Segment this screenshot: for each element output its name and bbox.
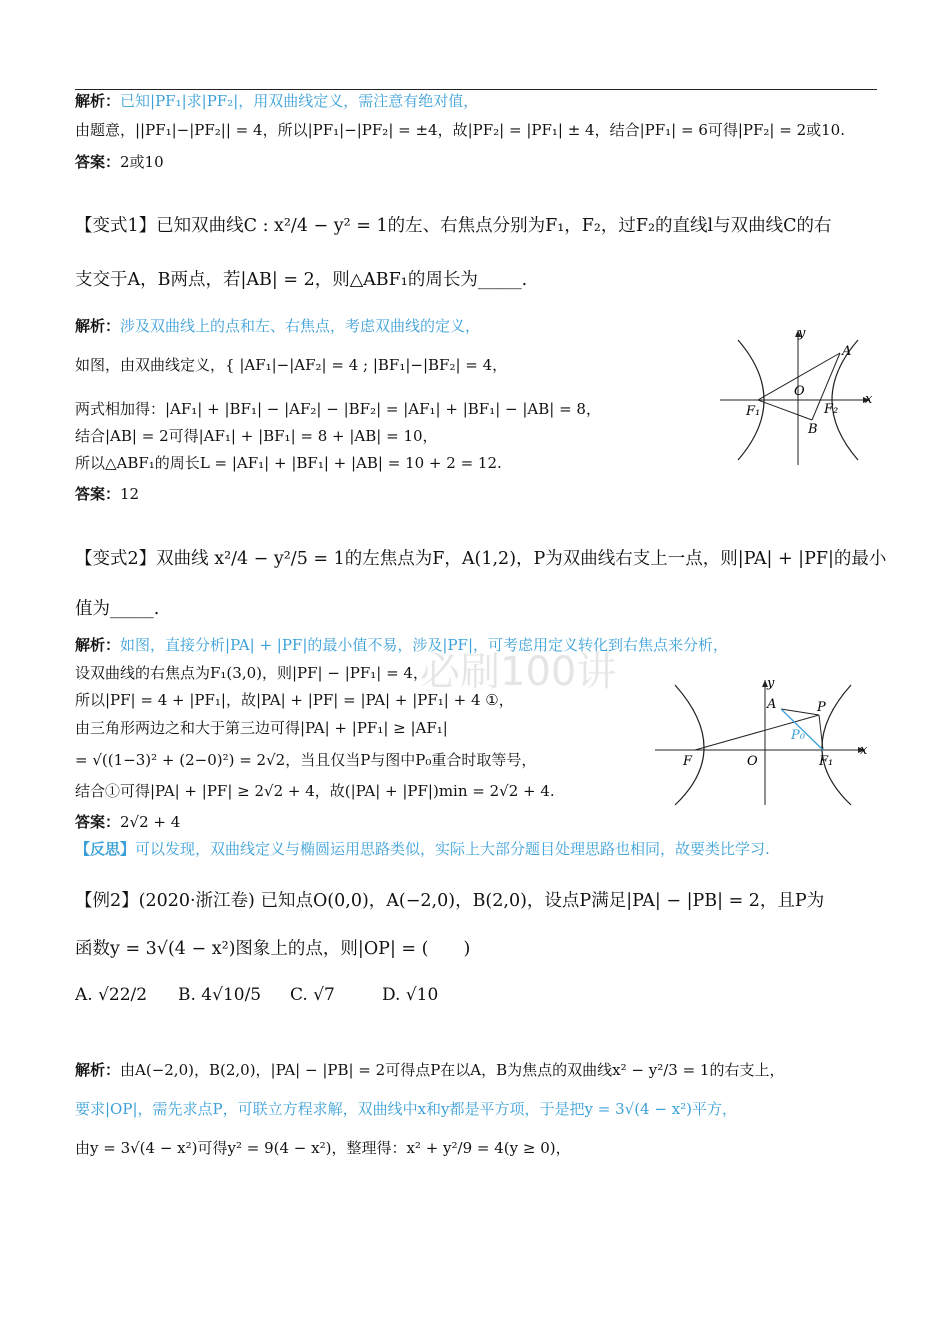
variant1-solution-line3: 两式相加得：|AF₁| + |BF₁| − |AF₂| − |BF₂| = |AF₁| + |BF₁| − |AB| = 8， <box>75 400 601 418</box>
option-b: B. 4√10/5 <box>178 985 262 1005</box>
hint-text: 涉及双曲线上的点和左、右焦点，考虑双曲线的定义， <box>120 317 481 335</box>
variant1-solution-line4: 结合|AB| = 2可得|AF₁| + |BF₁| = 8 + |AB| = 10， <box>75 427 438 445</box>
reflection-text: 可以发现，双曲线定义与椭圆运用思路类似，实际上大部分题目处理思路也相同，故要类比学习. <box>135 840 770 858</box>
variant2-solution-line1 <box>75 635 728 655</box>
answer-value: 2√2 + 4 <box>120 813 181 831</box>
answer-value: 12 <box>120 485 140 503</box>
label-O: O <box>794 384 805 399</box>
variant2-solution-line5: = √((1−3)² + (2−0)²) = 2√2，当且仅当P与图中P₀重合时取等号， <box>75 751 537 769</box>
label-O: O <box>747 754 758 769</box>
label-P: P <box>817 700 826 715</box>
variant2-solution-line2: 设双曲线的右焦点为F₁(3,0)，则|PF| − |PF₁| = 4， <box>75 664 428 682</box>
hint-text: 如图，直接分析|PA| + |PF|的最小值不易，涉及|PF|，可考虑用定义转化到右焦点来分析， <box>120 636 728 654</box>
label-y: y <box>798 326 806 341</box>
variant1-solution-line1 <box>75 316 480 336</box>
variant1-solution-line5: 所以△ABF₁的周长L = |AF₁| + |BF₁| + |AB| = 10 + 2 = 12. <box>75 454 502 472</box>
answer-label: 答案： <box>75 813 121 831</box>
answer-line-1 <box>75 152 164 172</box>
segment-f1-b <box>758 400 812 420</box>
variant2-answer-line <box>75 812 180 832</box>
label-F2: F₂ <box>824 402 839 417</box>
example2-question-line2: 函数y = 3√(4 − x²)图象上的点，则|OP| = ( ) <box>75 939 471 959</box>
solution-line-1 <box>75 91 478 111</box>
variant1-question-line2: 支交于A，B两点，若|AB| = 2，则△ABF₁的周长为_____. <box>75 270 528 290</box>
answer-label: 答案： <box>75 153 121 171</box>
label-F1: F₁ <box>819 754 834 769</box>
variant2-solution-line6: 结合①可得|PA| + |PF| ≥ 2√2 + 4，故(|PA| + |PF|)min = 2√2 + 4. <box>75 782 555 800</box>
label-A: A <box>767 697 777 712</box>
label-B: B <box>808 422 818 437</box>
hyperbola-figure-1 <box>720 325 880 470</box>
example2-solution-line2: 要求|OP|，需先求点P，可联立方程求解，双曲线中x和y都是平方项，于是把y = 3√(4 − x²)平方， <box>75 1100 738 1118</box>
label-P0: P₀ <box>791 728 805 743</box>
solution-line-2: 由题意，||PF₁|−|PF₂|| = 4，所以|PF₁|−|PF₂| = ±4，故|PF₂| = |PF₁| ± 4，结合|PF₁| = 6可得|PF₂| = 2或10. <box>75 121 845 139</box>
variant1-question-line1: 【变式1】已知双曲线C : x²/4 − y² = 1的左、右焦点分别为F₁，F₂，过F₂的直线l与双曲线C的右 <box>75 216 832 236</box>
label-F1: F₁ <box>746 404 761 419</box>
segment-p-f1 <box>819 715 823 750</box>
solution-label: 解析： <box>75 1061 121 1079</box>
reflection-line <box>75 839 770 859</box>
left-branch <box>675 685 704 805</box>
option-d: D. √10 <box>382 985 439 1005</box>
option-a: A. √22/2 <box>75 985 148 1005</box>
label-A: A <box>842 344 852 359</box>
variant2-question-line1: 【变式2】双曲线 x²/4 − y²/5 = 1的左焦点为F，A(1,2)，P为双曲线右支上一点，则|PA| + |PF|的最小 <box>75 549 887 569</box>
hint-text: 已知|PF₁|求|PF₂|，用双曲线定义，需注意有绝对值， <box>120 92 479 110</box>
variant1-solution-line2: 如图，由双曲线定义，{ |AF₁|−|AF₂| = 4 ; |BF₁|−|BF₂| = 4， <box>75 356 508 374</box>
label-F: F <box>683 754 693 769</box>
label-x: x <box>865 392 873 407</box>
right-branch <box>822 685 851 805</box>
hyperbola-figure-2 <box>655 675 875 810</box>
example2-solution-line1 <box>75 1060 784 1080</box>
variant1-answer-line <box>75 484 139 504</box>
answer-value: 2或10 <box>120 153 164 171</box>
option-c: C. √7 <box>290 985 335 1005</box>
example2-question-line1: 【例2】(2020·浙江卷) 已知点O(0,0)，A(−2,0)，B(2,0)，设点P满足|PA| − |PB| = 2，且P为 <box>75 891 825 911</box>
label-y: y <box>767 676 775 691</box>
example2-solution-line3: 由y = 3√(4 − x²)可得y² = 9(4 − x²)，整理得：x² + y²/9 = 4(y ≥ 0)， <box>75 1139 571 1157</box>
variant2-solution-line3: 所以|PF| = 4 + |PF₁|，故|PA| + |PF| = |PA| + |PF₁| + 4 ①， <box>75 691 514 709</box>
top-rule <box>75 89 877 90</box>
solution-label: 解析： <box>75 636 121 654</box>
solution-label: 解析： <box>75 317 121 335</box>
answer-label: 答案： <box>75 485 121 503</box>
solution-text: 由A(−2,0)，B(2,0)，|PA| − |PB| = 2可得点P在以A，B为焦点的双曲线x² − y²/3 = 1的右支上， <box>120 1061 785 1079</box>
solution-label: 解析： <box>75 92 121 110</box>
variant2-question-line2: 值为_____. <box>75 599 160 619</box>
label-x: x <box>860 743 868 758</box>
reflection-label: 【反思】 <box>75 840 136 858</box>
variant2-solution-line4: 由三角形两边之和大于第三边可得|PA| + |PF₁| ≥ |AF₁| <box>75 719 448 737</box>
watermark: 必刷100讲 <box>420 649 617 695</box>
